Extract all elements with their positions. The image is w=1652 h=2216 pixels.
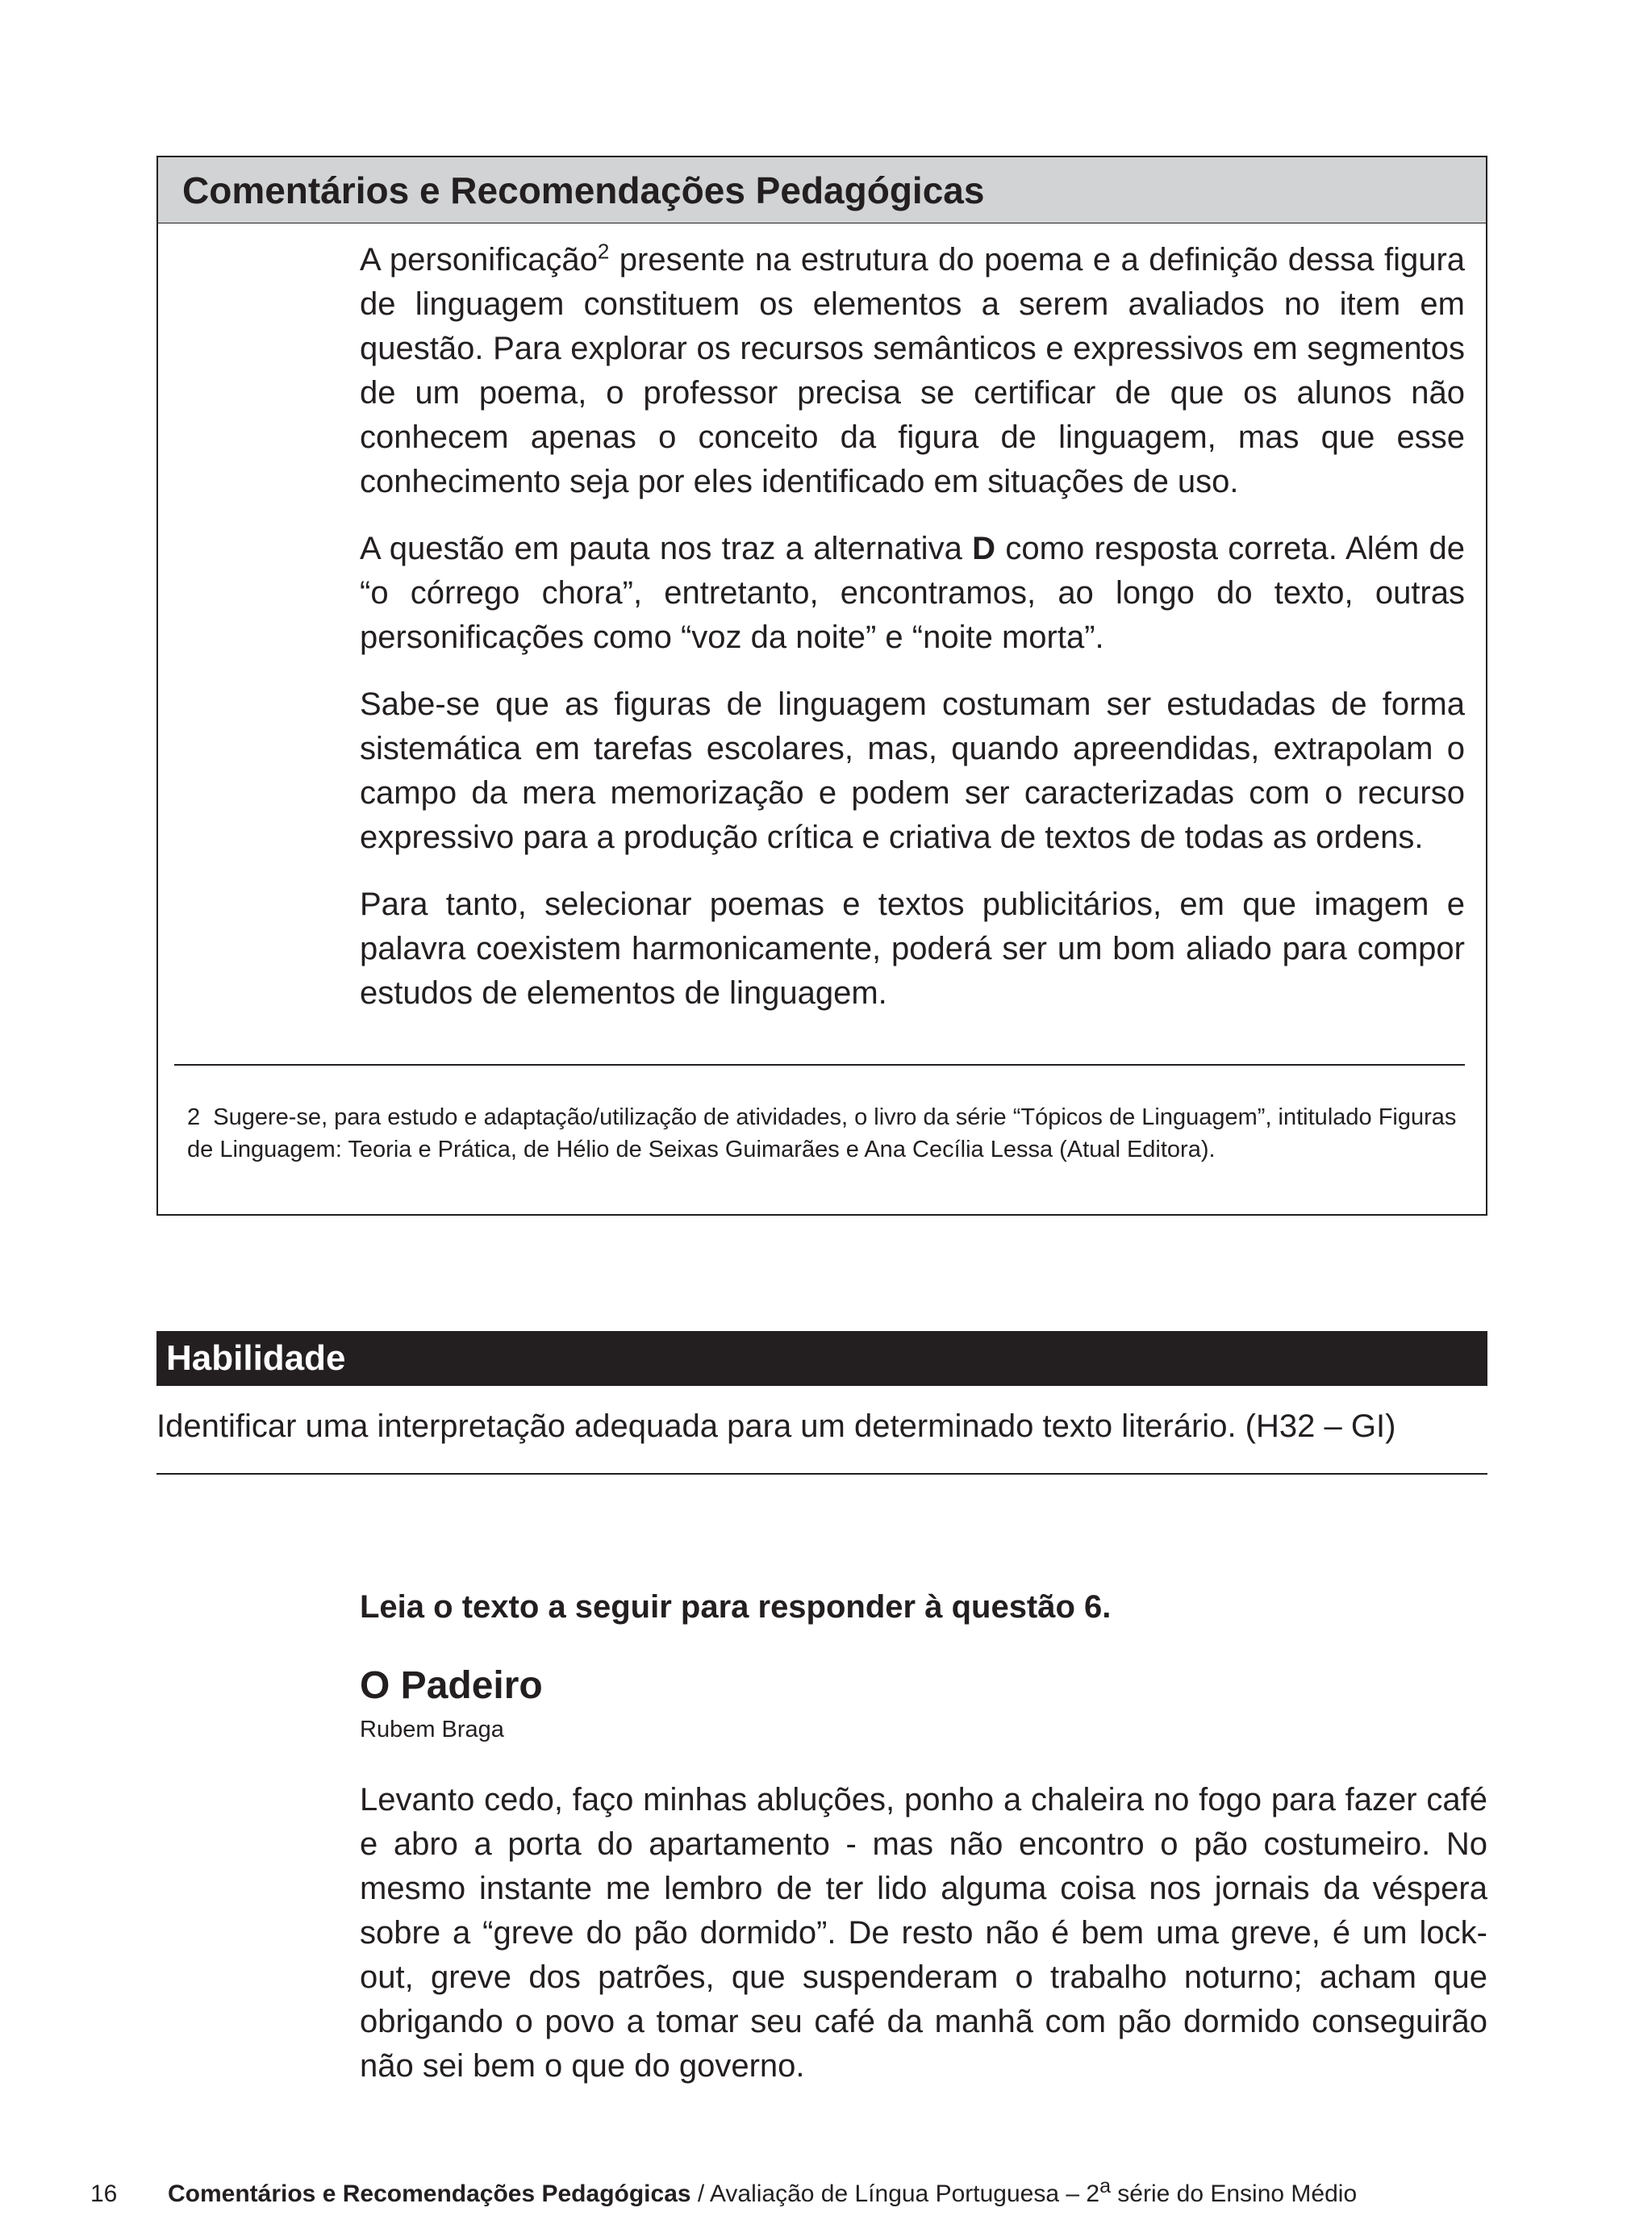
reading-section xyxy=(360,1584,1487,2089)
reading-instruction: Leia o texto a seguir para responder à questão 6. xyxy=(360,1589,1112,1625)
footnote-reference: 2 xyxy=(597,239,610,264)
footer-text: série do Ensino Médio xyxy=(1110,2181,1358,2207)
comments-box-header xyxy=(158,157,1486,223)
page-number: 16 xyxy=(90,2181,118,2207)
comments-paragraph-2 xyxy=(360,527,1465,660)
paragraph-text: como resposta correta. Além de “o córrego chora”, entretanto, encontramos, ao longo do texto, outras personificações como “voz da noite” e “noite morta”. xyxy=(360,531,1465,655)
comments-box xyxy=(156,156,1487,1216)
skill-description: Identificar uma interpretação adequada para um determinado texto literário. (H32 – GI) xyxy=(156,1408,1396,1444)
comments-paragraph-1 xyxy=(360,238,1465,504)
story-title: O Padeiro xyxy=(360,1664,543,1707)
comments-box-title: Comentários e Recomendações Pedagógicas xyxy=(182,169,985,211)
story-text: Levanto cedo, faço minhas abluções, ponho a chaleira no fogo para fazer café e abro a porta do apartamento - mas não encontro o pão costumeiro. No mesmo instante me lembro de ter lido alguma coisa nos jornais da véspera sobre a “greve do pão dormido”. De resto não é bem uma greve, é um lock-out, greve dos patrões, que suspenderam o trabalho noturno; acham que obrigando o povo a tomar seu café da manhã com pão dormido conseguirão não sei bem o que do governo. xyxy=(360,1782,1487,2084)
story-author: Rubem Braga xyxy=(360,1717,504,1742)
footer-section: Comentários e Recomendações Pedagógicas xyxy=(168,2181,691,2207)
paragraph-text: A questão em pauta nos traz a alternativa xyxy=(360,531,973,566)
comments-box-body xyxy=(360,238,1465,1038)
comments-paragraph-4: Para tanto, selecionar poemas e textos publicitários, em que imagem e palavra coexistem harmonicamente, poderá ser um bom aliado para compor estudos de elementos de linguagem. xyxy=(360,887,1465,1011)
footnote-text: Sugere-se, para estudo e adaptação/utilização de atividades, o livro da série “Tópicos de Linguagem”, intitulado Figuras de Linguagem: Teoria e Prática, de Hélio de Seixas Guimarães e Ana Cecília Lessa (Atual Editora). xyxy=(187,1104,1457,1162)
paragraph-text: presente na estrutura do poema e a definição dessa figura de linguagem constituem os elementos a serem avaliados no item em questão. Para explorar os recursos semânticos e expressivos em segmentos de um poema, o professor precisa se certificar de que os alunos não conhecem apenas o conceito da figura de linguagem, mas que esse conhecimento seja por eles identificado em situações de uso. xyxy=(360,242,1466,499)
footer-superscript: a xyxy=(1099,2175,1111,2197)
footnote xyxy=(187,1101,1478,1166)
skill-header xyxy=(156,1331,1487,1386)
page-footer xyxy=(90,2170,1542,2210)
skill-title: Habilidade xyxy=(166,1338,346,1378)
footer-text: / Avaliação de Língua Portuguesa – 2 xyxy=(690,2181,1100,2207)
skill-divider xyxy=(156,1473,1487,1475)
footnote-divider xyxy=(174,1064,1465,1066)
footnote-number: 2 xyxy=(187,1104,201,1130)
answer-letter: D xyxy=(972,531,996,566)
comments-paragraph-3: Sabe-se que as figuras de linguagem costumam ser estudadas de forma sistemática em tarefas escolares, mas, quando apreendidas, extrapolam o campo da mera memorização e podem ser caracterizadas com o recurso expressivo para a produção crítica e criativa de textos de todas as ordens. xyxy=(360,687,1465,855)
paragraph-text: A personificação xyxy=(360,242,598,278)
